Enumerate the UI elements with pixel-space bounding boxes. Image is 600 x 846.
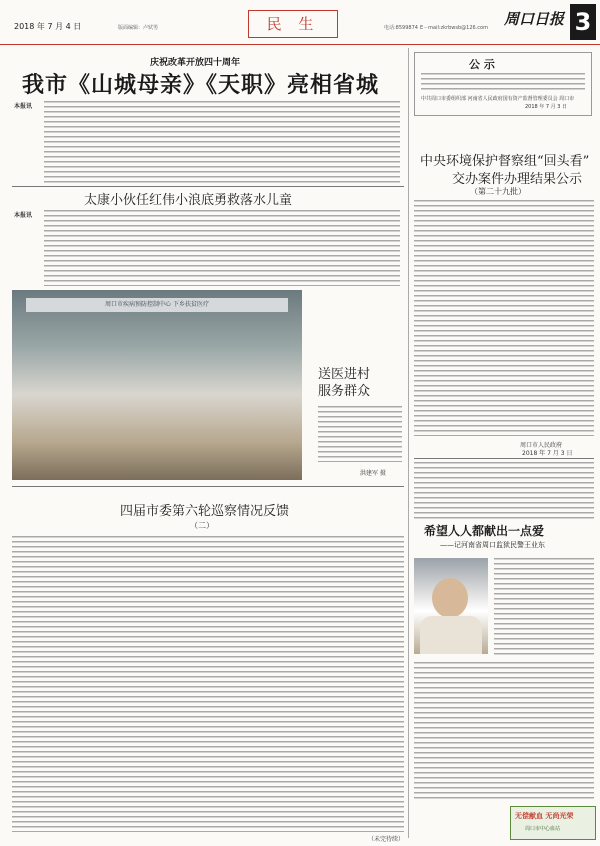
notice-date: 2018 年 7 月 3 日	[525, 104, 568, 110]
env-body-text	[414, 200, 594, 436]
section-title: 民 生	[248, 10, 338, 38]
medical-outreach-photo	[12, 290, 302, 480]
divider	[12, 486, 404, 487]
editor-credit: 版面编辑：卢轼男	[118, 25, 159, 31]
ad-line-1: 无偿献血 无尚光荣	[515, 812, 574, 820]
email-address: E－mail:zkrbwsb@126.com	[420, 25, 488, 31]
lead-kicker: 庆祝改革开放四十周年	[150, 58, 241, 68]
notice-title: 公 示	[469, 58, 495, 71]
photo-title-2: 服务群众	[318, 384, 371, 399]
blood-donation-ad	[510, 806, 596, 840]
photo-banner: 周口市疾病预防控制中心 下乡扶贫医疗	[26, 298, 288, 312]
lead-body-text	[44, 101, 400, 183]
portrait-face	[432, 578, 468, 618]
env-part: （第二十九批）	[470, 187, 526, 196]
env-headline-1: 中央环境保护督察组“回头看”	[420, 154, 590, 169]
feature-side-text	[494, 558, 594, 658]
inspection-continued: （未完待续）	[368, 836, 405, 843]
story2-body-text	[44, 210, 400, 286]
page-header	[0, 0, 600, 45]
env-sign-date: 2018 年 7 月 3 日	[522, 450, 573, 457]
feature-body-text	[414, 662, 594, 802]
ad-line-2: 周口市中心血站	[525, 826, 561, 832]
phone-number: 电话:8599874	[384, 25, 418, 31]
notice-body-text	[421, 73, 585, 93]
inspection-part: （二）	[190, 521, 214, 530]
divider	[12, 186, 404, 187]
feature-subhead: ——记河南省周口监狱民警王业东	[440, 541, 545, 549]
column-divider	[408, 48, 409, 838]
photo-credit: 洪建军 摄	[360, 470, 386, 477]
story2-headline: 太康小伙任红伟小浪底勇救落水儿童	[84, 193, 293, 208]
notice-issuer: 中共周口市委组织部 河南省人民政府国有资产监督管理委员会 周口市	[421, 96, 575, 102]
divider	[414, 458, 594, 459]
photo-caption-text	[318, 406, 402, 462]
lead-byline: 本报讯	[14, 103, 33, 110]
story2-byline: 本报讯	[14, 212, 33, 219]
officer-portrait	[414, 558, 488, 654]
notice-box	[414, 52, 592, 116]
lead-headline: 我市《山城母亲》《天职》亮相省城	[22, 72, 380, 98]
portrait-uniform	[420, 616, 482, 654]
env-signature: 周口市人民政府	[520, 442, 563, 449]
env-headline-2: 交办案件办理结果公示	[452, 172, 583, 187]
photo-title-1: 送医进村	[318, 367, 371, 382]
page-number: 3	[570, 4, 596, 40]
inspection-body-text	[12, 536, 404, 832]
issue-date: 2018 年 7 月 4 日	[14, 22, 82, 31]
feature-headline: 希望人人都献出一点爱	[424, 524, 545, 538]
inspection-headline: 四届市委第六轮巡察情况反馈	[120, 504, 290, 519]
paper-logo: 周口日报	[504, 10, 565, 28]
env-extra-text	[414, 462, 594, 522]
